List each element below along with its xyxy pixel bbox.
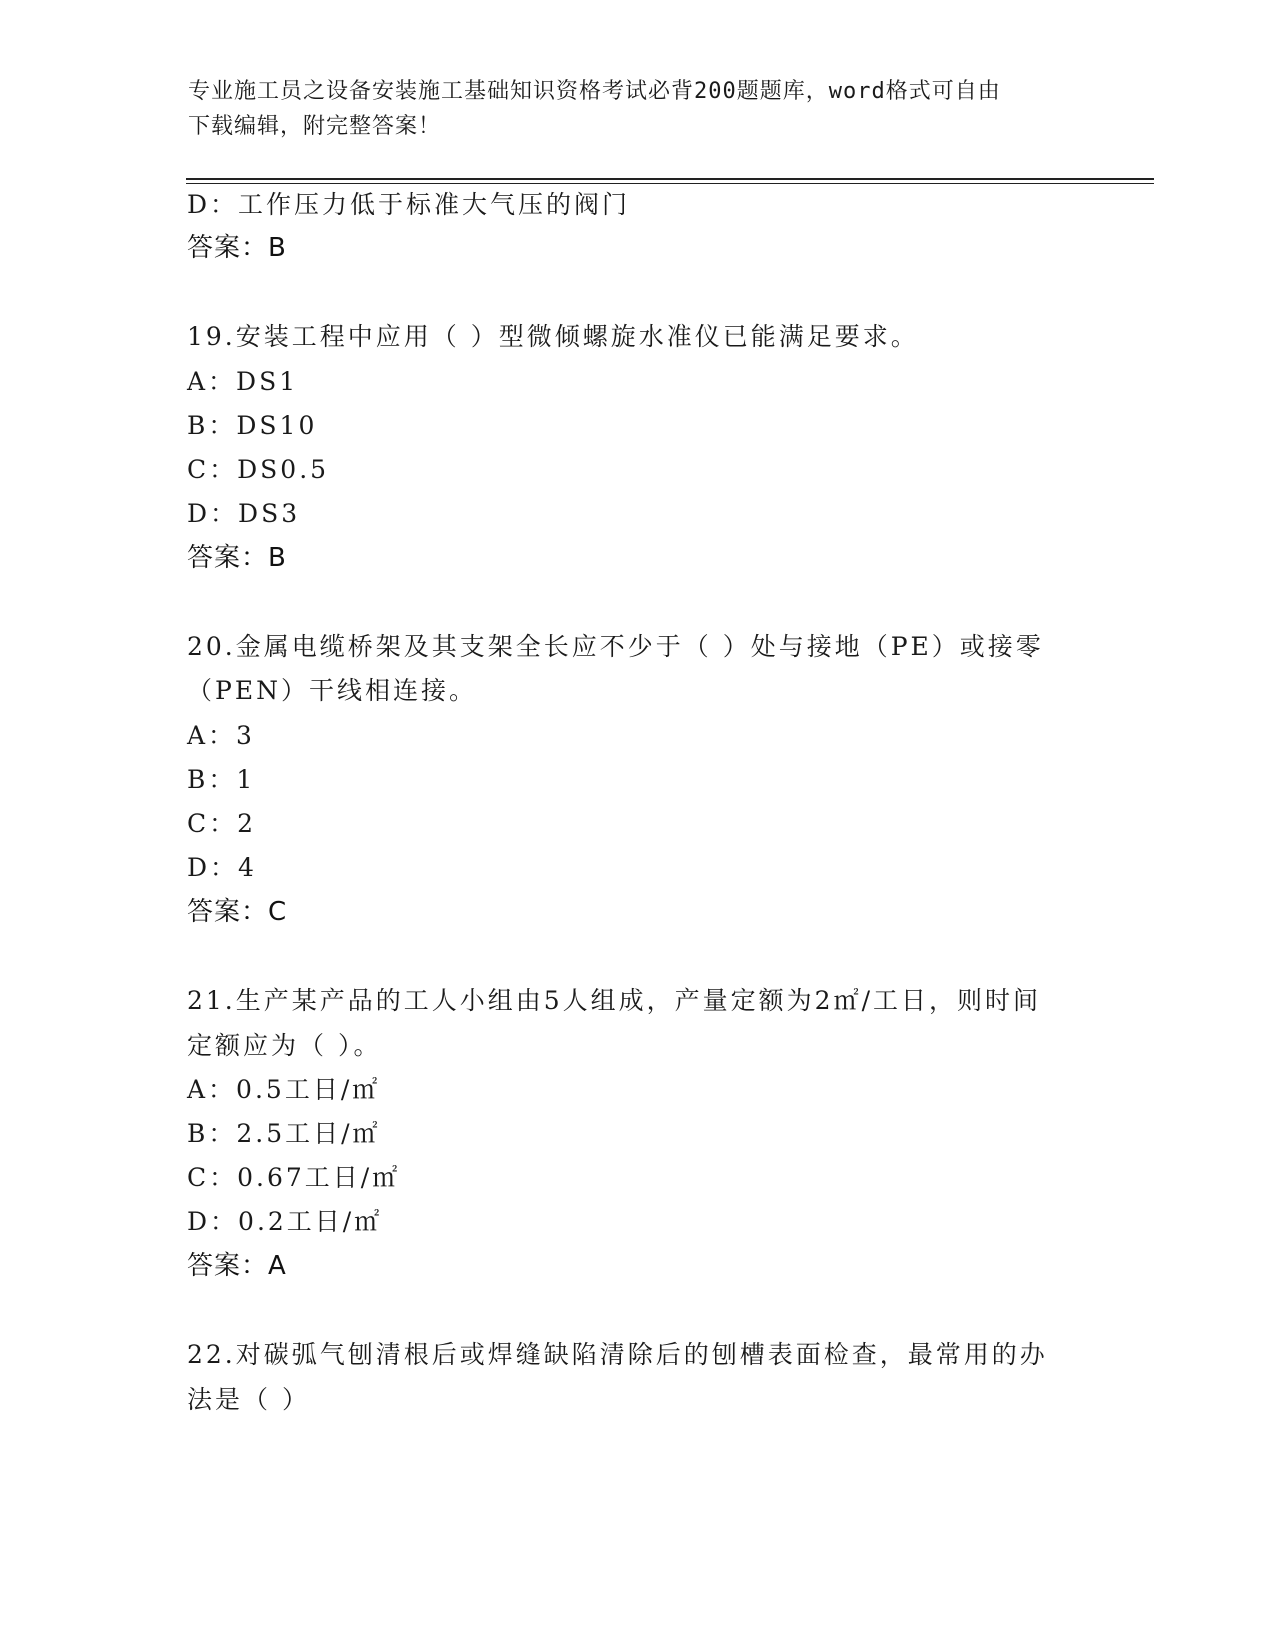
option-d: D：4: [187, 853, 257, 882]
option-c: C：0.67工日/㎡: [187, 1163, 401, 1192]
option-d: D：DS3: [187, 499, 301, 528]
header-line-1: 专业施工员之设备安装施工基础知识资格考试必背200题题库，word格式可自由: [188, 79, 1001, 104]
question-21-stem-line-2: 定额应为（ ）。: [187, 1031, 382, 1060]
question-20-stem-line-1: 20.金属电缆桥架及其支架全长应不少于（ ）处与接地（PE）或接零: [187, 632, 1044, 661]
answer-line: 答案：B: [187, 233, 287, 263]
option-c: C：2: [187, 809, 257, 838]
option-c: C：DS0.5: [187, 455, 330, 484]
header-line-2: 下载编辑，附完整答案！: [188, 114, 442, 139]
option-a: A：3: [187, 721, 255, 750]
question-22-stem-line-1: 22.对碳弧气刨清根后或焊缝缺陷清除后的刨槽表面检查，最常用的办: [187, 1340, 1048, 1369]
answer-line: 答案：C: [187, 897, 288, 927]
option-a: A：DS1: [187, 367, 299, 396]
option-d: D：0.2工日/㎡: [187, 1207, 383, 1236]
document-header: [188, 74, 1088, 144]
option-b: B：DS10: [187, 411, 318, 440]
answer-line: 答案：B: [187, 543, 287, 573]
answer-line: 答案：A: [187, 1251, 287, 1281]
option-b: B：1: [187, 765, 256, 794]
question-21-stem-line-1: 21.生产某产品的工人小组由5人组成，产量定额为2㎡/工日，则时间: [187, 986, 1041, 1015]
question-22-stem-line-2: 法是（ ）: [187, 1385, 310, 1414]
option-d: D：工作压力低于标准大气压的阀门: [187, 190, 631, 219]
header-divider-thin: [186, 183, 1154, 184]
header-divider-thick: [186, 178, 1154, 180]
option-b: B：2.5工日/㎡: [187, 1119, 381, 1148]
question-19-stem: 19.安装工程中应用（ ）型微倾螺旋水准仪已能满足要求。: [187, 322, 919, 351]
option-a: A：0.5工日/㎡: [187, 1075, 381, 1104]
question-20-stem-line-2: （PEN）干线相连接。: [187, 676, 477, 705]
